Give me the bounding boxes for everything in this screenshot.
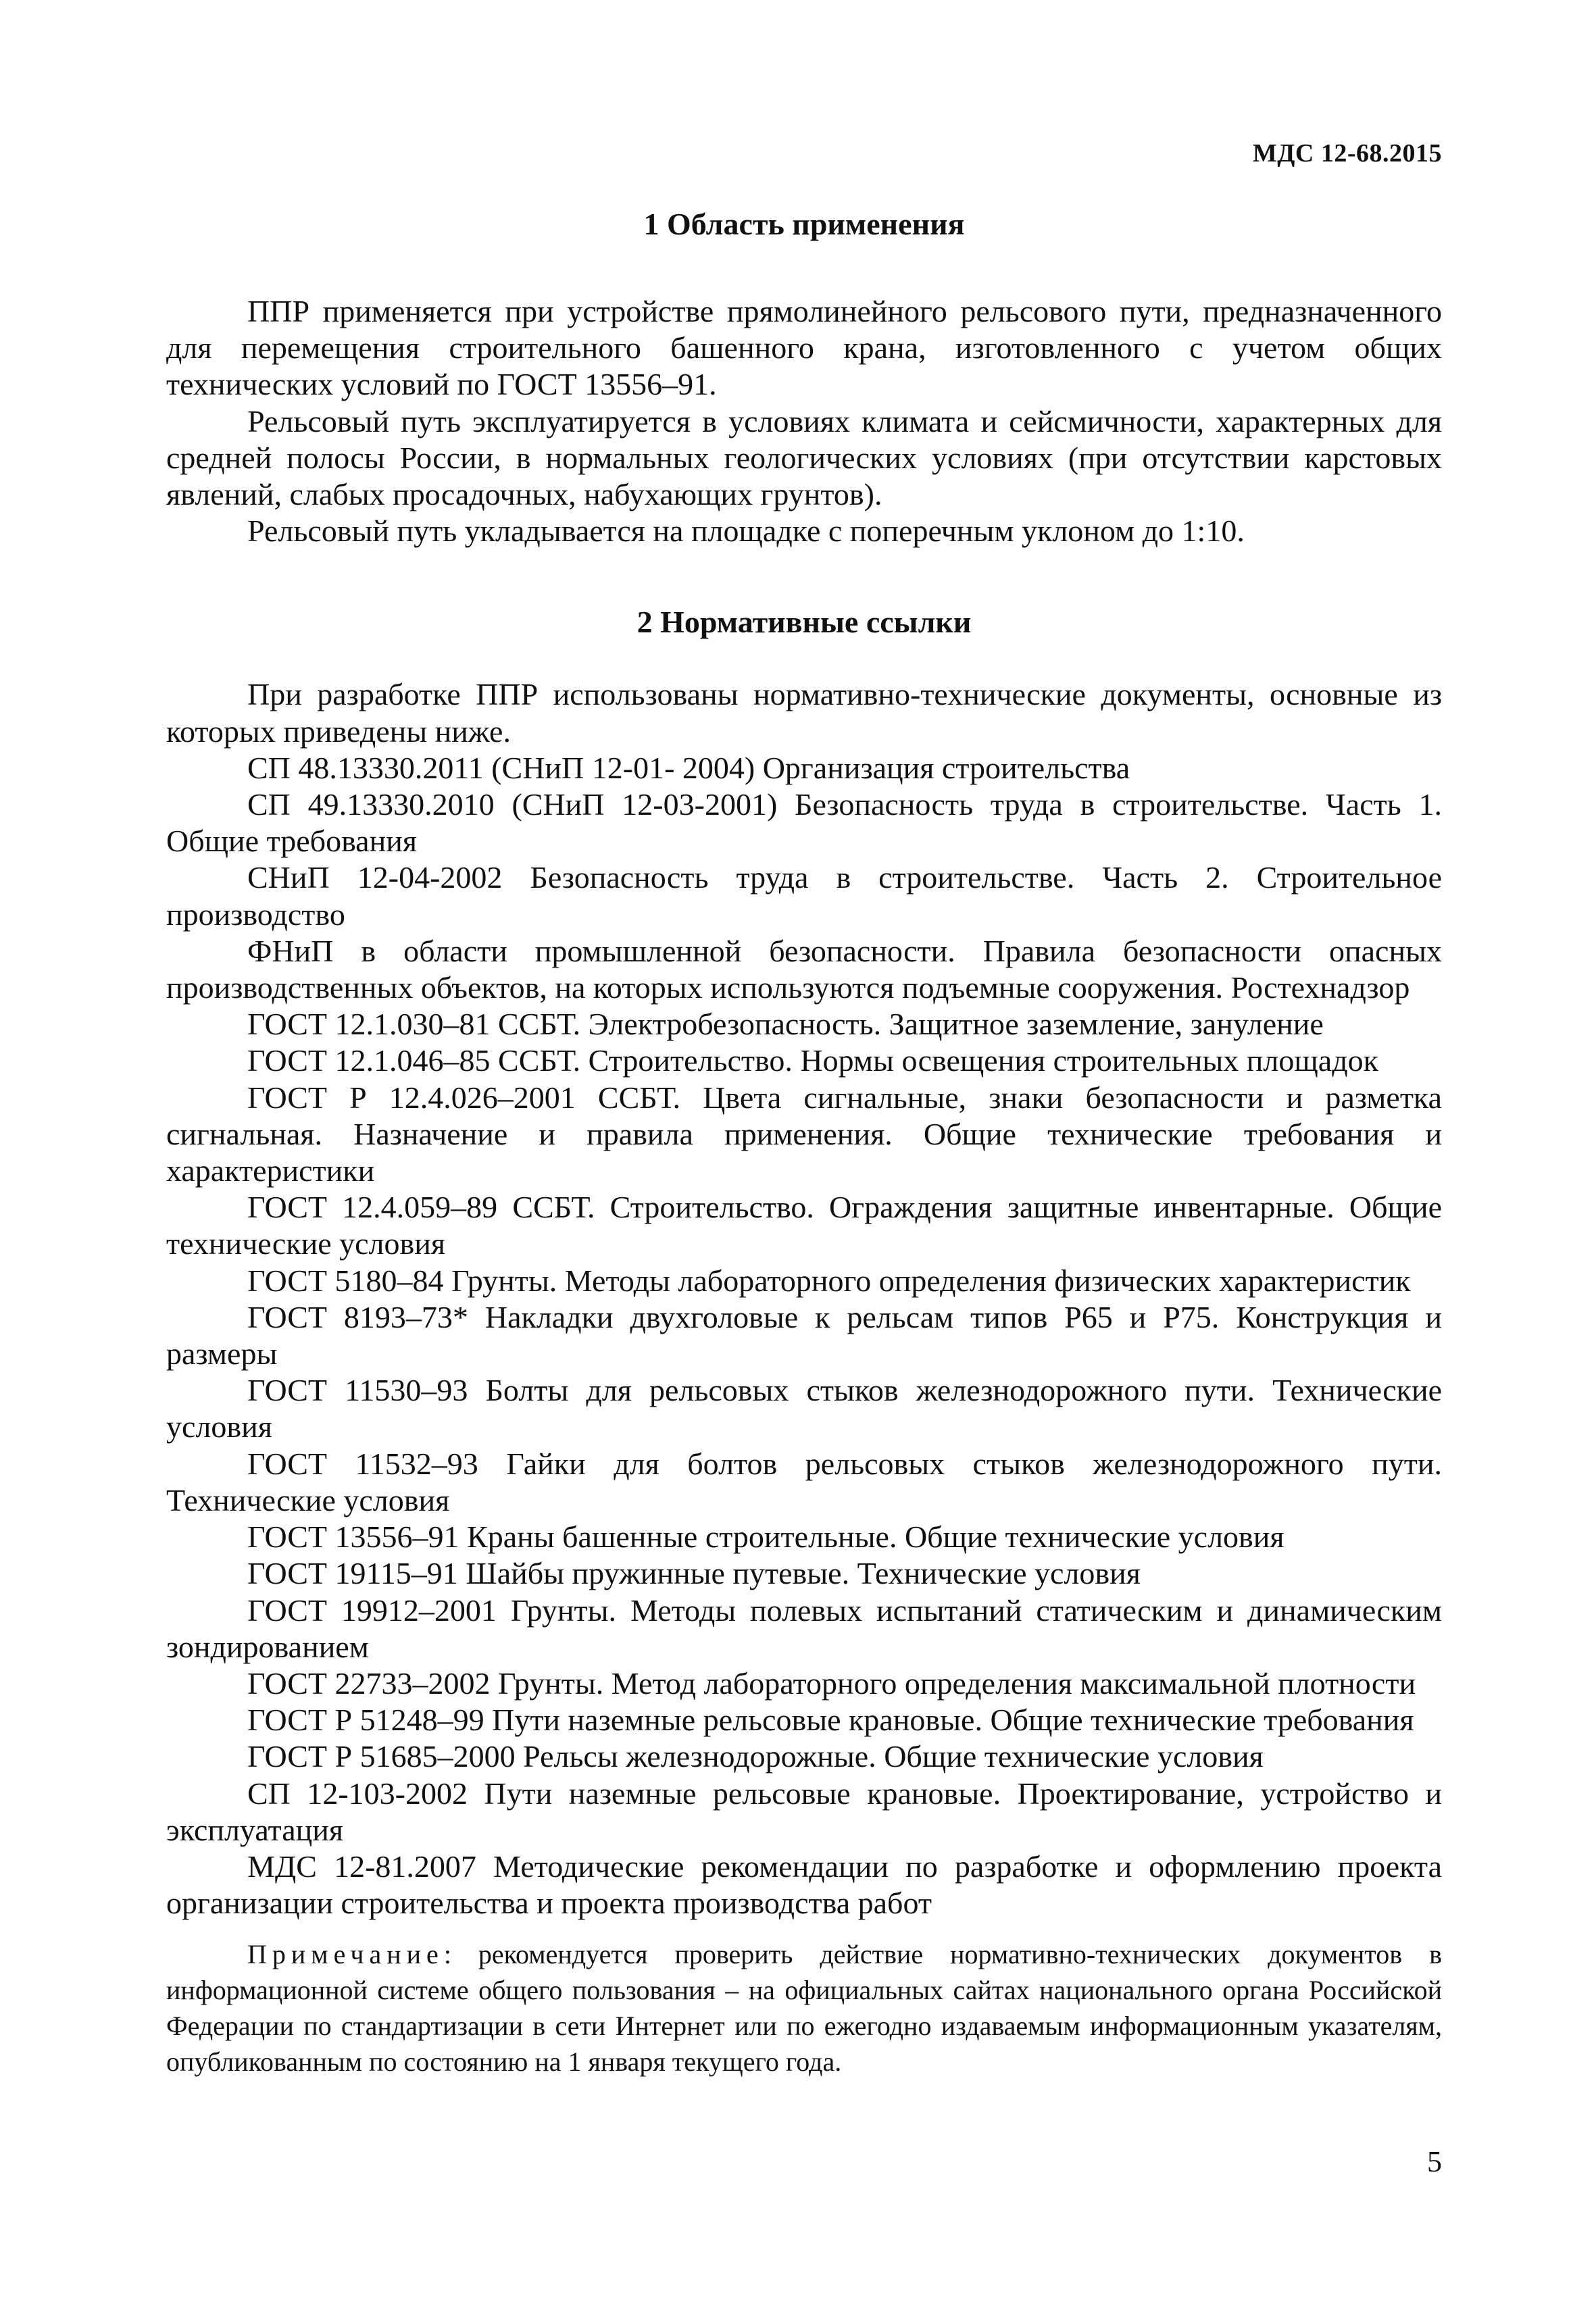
note-block [166, 1936, 1442, 2080]
section-1-title: 1 Область применения [643, 207, 965, 241]
reference-item: ГОСТ 22733–2002 Грунты. Метод лабораторного определения максимальной плотности [247, 1665, 1416, 1701]
section-2-intro: При разработке ППР использованы нормативно-технические документы, основные из которых приведены ниже. [166, 677, 1442, 749]
reference-item: СП 48.13330.2011 (СНиП 12-01- 2004) Организация строительства [247, 750, 1130, 785]
page-number: 5 [1427, 2145, 1442, 2178]
reference-item: ГОСТ 8193–73* Накладки двухголовые к рельсам типов Р65 и Р75. Конструкция и размеры [166, 1299, 1442, 1372]
reference-item: МДС 12-81.2007 Методические рекомендации по разработке и оформлению проекта организации строительства и проекта производства работ [166, 1848, 1442, 1921]
reference-item: ГОСТ 12.1.030–81 ССБТ. Электробезопасность. Защитное заземление, зануление [247, 1007, 1324, 1042]
reference-item: ГОСТ 19115–91 Шайбы пружинные путевые. Технические условия [247, 1556, 1141, 1591]
reference-item: ГОСТ 11530–93 Болты для рельсовых стыков железнодорожного пути. Технические условия [166, 1373, 1442, 1444]
reference-item: ГОСТ 5180–84 Грунты. Методы лабораторного определения физических характеристик [247, 1263, 1411, 1298]
reference-item: ГОСТ 13556–91 Краны башенные строительные. Общие технические условия [247, 1519, 1285, 1555]
reference-item: ГОСТ 11532–93 Гайки для болтов рельсовых стыков железнодорожного пути. Технические условия [166, 1446, 1442, 1517]
document-code: МДС 12-68.2015 [1252, 139, 1442, 168]
reference-item: СП 12-103-2002 Пути наземные рельсовые крановые. Проектирование, устройство и эксплуатация [166, 1776, 1442, 1847]
reference-item: СП 49.13330.2010 (СНиП 12-03-2001) Безопасность труда в строительстве. Часть 1. Общие требования [166, 787, 1442, 859]
reference-item: ГОСТ Р 12.4.026–2001 ССБТ. Цвета сигнальные, знаки безопасности и разметка сигнальная. Назначение и правила применения. Общие технические требования и характеристики [166, 1080, 1442, 1188]
page-content [166, 204, 1442, 2080]
reference-item: ФНиП в области промышленной безопасности. Правила безопасности опасных производственных объектов, на которых используются подъемные сооружения. Ростехнадзор [166, 933, 1442, 1005]
reference-item: ГОСТ 12.1.046–85 ССБТ. Строительство. Нормы освещения строительных площадок [247, 1043, 1378, 1078]
reference-item: ГОСТ 19912–2001 Грунты. Методы полевых испытаний статическим и динамическим зондированием [166, 1592, 1442, 1664]
reference-item: ГОСТ 12.4.059–89 ССБТ. Строительство. Ограждения защитные инвентарные. Общие технические условия [166, 1190, 1442, 1261]
reference-item: СНиП 12-04-2002 Безопасность труда в строительстве. Часть 2. Строительное производство [166, 860, 1442, 932]
section-1-paragraph: Рельсовый путь укладывается на площадке с поперечным уклоном до 1:10. [247, 513, 1245, 549]
note-text: : рекомендуется проверить действие нормативно-технических документов в информационной системе общего пользования – на официальных сайтах национального органа Российской Федерации по стандартизации в сети Интернет или по ежегодно издаваемым информационным указателям, опубликованным по состоянию на 1 января текущего года. [166, 1939, 1442, 2078]
section-1-paragraph: Рельсовый путь эксплуатируется в условиях климата и сейсмичности, характерных для средней полосы России, в нормальных геологических условиях (при отсутствии карстовых явлений, слабых просадочных, набухающих грунтов). [166, 403, 1442, 512]
section-1-paragraph: ППР применяется при устройстве прямолинейного рельсового пути, предназначенного для перемещения строительного башенного крана, изготовленного с учетом общих технических условий по ГОСТ 13556–91. [166, 294, 1442, 402]
reference-item: ГОСТ Р 51685–2000 Рельсы железнодорожные. Общие технические условия [247, 1739, 1264, 1774]
note-label: Примечание [247, 1939, 444, 1970]
reference-item: ГОСТ Р 51248–99 Пути наземные рельсовые крановые. Общие технические требования [247, 1703, 1414, 1738]
section-2-title: 2 Нормативные ссылки [637, 605, 972, 640]
